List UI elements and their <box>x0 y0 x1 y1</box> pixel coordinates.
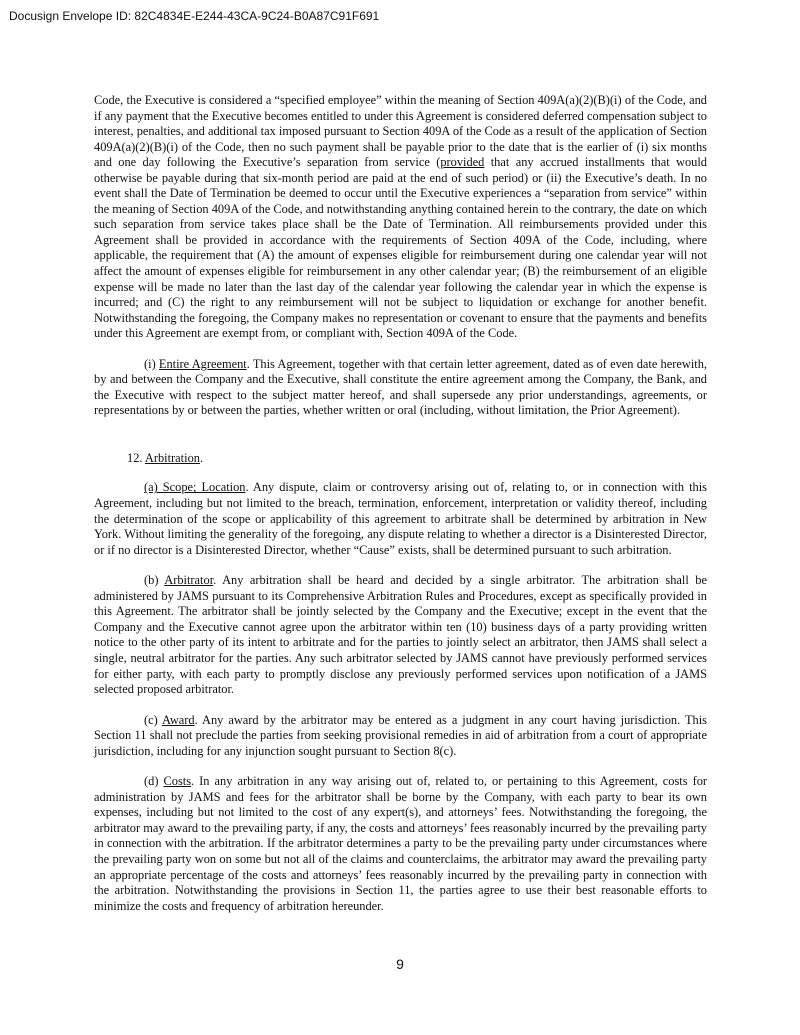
scope-location-paragraph: (a) Scope; Location. Any dispute, claim or controversy arising out of, relating to, or in connection with this Agreement, including but not limited to the breach, termination, enforcement, interpretation or validity thereof, including the determination of the scope or applicability of this agreement to arbitrate shall be determined by arbitration in New York. Without limiting the generality of the foregoing, any dispute relating to whether a director is a Disinterested Director, or if no director is a Disinterested Director, whether “Cause” exists, shall be determined pursuant to such arbitration. <box>94 480 707 557</box>
award-paragraph: (c) Award. Any award by the arbitrator may be entered as a judgment in any court having jurisdiction. This Section 11 shall not preclude the parties from seeking provisional remedies in aid of arbitration from a court of appropriate jurisdiction, including for any injunction sought pursuant to Section 8(c). <box>94 712 707 758</box>
page-number: 9 <box>396 956 404 972</box>
scope-location-title: (a) Scope; Location <box>144 480 246 495</box>
docusign-envelope-id: Docusign Envelope ID: 82C4834E-E244-43CA-9C24-B0A87C91F691 <box>9 9 380 23</box>
entire-agreement-paragraph: (i) Entire Agreement. This Agreement, together with that certain letter agreement, dated as of even date herewith, by and between the Company and the Executive, shall constitute the entire agreement among the Company, the Bank, and the Executive with respect to the subject matter hereof, and shall supersede any prior understandings, agreements, or representations by or between the parties, whether written or oral (including, without limitation, the Prior Agreement). <box>94 356 707 418</box>
document-body <box>94 93 707 929</box>
costs-title: Costs <box>163 774 192 789</box>
arbitrator-paragraph: (b) Arbitrator. Any arbitration shall be heard and decided by a single arbitrator. The arbitration shall be administered by JAMS pursuant to its Comprehensive Arbitration Rules and Procedures, except as specifically provided in this Agreement. The arbitrator shall be jointly selected by the Company and the Executive; except in the event that the Company and the Executive cannot agree upon the arbitrator within ten (10) business days of a party providing written notice to the other party of its intent to arbitrate and for the parties to jointly select an arbitrator, then JAMS shall select a single, neutral arbitrator for the parties. Any such arbitrator selected by JAMS cannot have previously performed services for either party, with each party to promptly disclose any previously performed services upon notification of a JAMS selected proposed arbitrator. <box>94 573 707 697</box>
arbitration-title: Arbitration <box>144 450 200 465</box>
provided-term: provided <box>440 155 485 170</box>
costs-paragraph: (d) Costs. In any arbitration in any way arising out of, related to, or pertaining to this Agreement, costs for administration by JAMS and fees for the arbitrator shall be borne by the Company, with each party to bear its own expenses, including but not limited to the cost of any expert(s), and attorneys’ fees. Notwithstanding the foregoing, the arbitrator may award to the prevailing party, if any, the costs and attorneys’ fees reasonably incurred by the prevailing party in connection with the arbitration. If the arbitrator determines a party to be the prevailing party under circumstances where the prevailing party won on some but not all of the claims and counterclaims, the arbitrator may award the prevailing party an appropriate percentage of the costs and attorneys’ fees reasonably incurred by the prevailing party in connection with the arbitration. Notwithstanding the provisions in Section 11, the parties agree to use their best reasonable efforts to minimize the costs and frequency of arbitration hereunder. <box>94 774 708 913</box>
award-title: Award <box>162 712 195 727</box>
entire-agreement-title: Entire Agreement <box>158 356 247 371</box>
section-12-heading: 12. Arbitration. <box>127 450 204 465</box>
arbitrator-title: Arbitrator <box>164 573 214 588</box>
section-409a-paragraph: Code, the Executive is considered a “specified employee” within the meaning of Section 409A(a)(2)(B)(i) of the Code, and if any payment that the Executive becomes entitled to under this Agreement is considered deferred compensation subject to interest, penalties, and additional tax imposed pursuant to Section 409A of the Code as a result of the application of Section 409A(a)(2)(B)(i) of the Code, then no such payment shall be payable prior to the date that is the earlier of (i) six months and one day following the Executive’s separation from service (provided that any accrued installments that would otherwise be payable during that six-month period are paid at the end of such period) or (ii) the Executive’s death. In no event shall the Date of Termination be deemed to occur until the Executive experiences a “separation from service” within the meaning of Section 409A of the Code, and notwithstanding anything contained herein to the contrary, the date on which such separation from service takes place shall be the Date of Termination. All reimbursements provided under this Agreement shall be provided in accordance with the requirements of Section 409A of the Code, including, where applicable, the requirement that (A) the amount of expenses eligible for reimbursement during one calendar year will not affect the amount of expenses eligible for reimbursement in any other calendar year; (B) the reimbursement of an eligible expense will be made no later than the last day of the calendar year following the calendar year in which the expense is incurred; and (C) the right to any reimbursement will not be subject to liquidation or exchange for another benefit. Notwithstanding the foregoing, the Company makes no representation or covenant to ensure that the payments and benefits under this Agreement are exempt from, or compliant with, Section 409A of the Code. <box>94 93 708 341</box>
